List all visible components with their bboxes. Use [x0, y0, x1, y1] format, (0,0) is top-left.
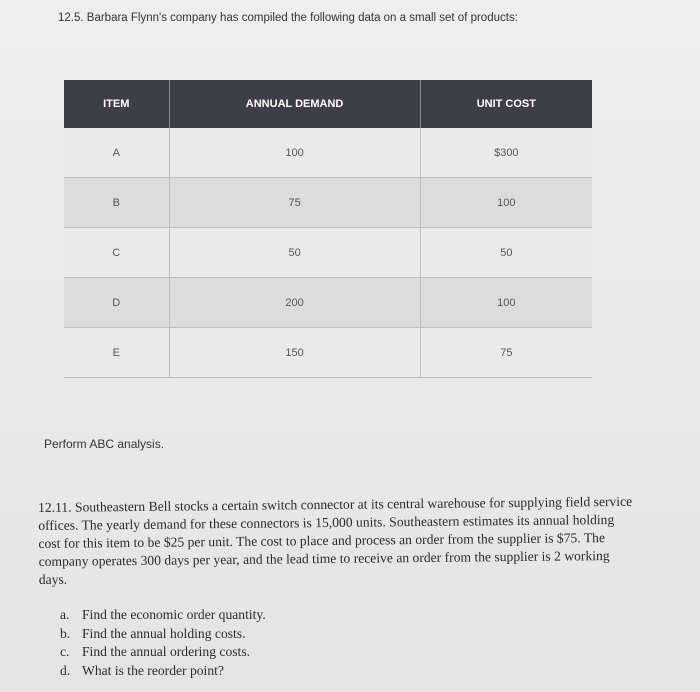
table-row [64, 228, 592, 278]
question-text: Find the economic order quantity. [82, 607, 266, 622]
cell-unit-cost: $300 [420, 128, 592, 178]
cell-unit-cost: 75 [420, 328, 592, 378]
table-row [64, 328, 592, 378]
table-row [64, 128, 592, 178]
table-row [64, 178, 592, 228]
cell-annual-demand: 50 [169, 228, 420, 278]
cell-item: A [64, 128, 169, 178]
problem-12-11-text: 12.11. Southeastern Bell stocks a certain switch connector at its central warehouse for supplying field service offices. The yearly demand for these connectors is 15,000 units. Southeastern estimates its annual holding cost for this item to be $25 per unit. The cost to place and process an order from the supplier is $75. The company operates 300 days per year, and the lead time to receive an order from the supplier is 2 working days. [38, 493, 633, 587]
cell-unit-cost: 100 [420, 178, 592, 228]
cell-item: C [64, 228, 169, 278]
list-item [60, 662, 266, 681]
question-text: Find the annual ordering costs. [82, 644, 251, 659]
question-letter: a. [60, 607, 70, 622]
question-list [60, 606, 266, 680]
cell-annual-demand: 200 [169, 278, 420, 328]
cell-item: E [64, 328, 169, 378]
cell-unit-cost: 50 [420, 228, 592, 278]
cell-annual-demand: 150 [169, 328, 420, 378]
table-header-row [64, 80, 592, 128]
question-letter: d. [60, 662, 71, 678]
question-letter: b. [60, 625, 71, 641]
table-row [64, 278, 592, 328]
header-unit-cost: UNIT COST [420, 80, 592, 128]
cell-item: B [64, 178, 169, 228]
cell-unit-cost: 100 [420, 278, 592, 328]
cell-item: D [64, 278, 169, 328]
question-letter: c. [60, 644, 70, 659]
cell-annual-demand: 100 [169, 128, 420, 178]
question-text: Find the annual holding costs. [82, 625, 246, 641]
product-data-table [64, 80, 592, 378]
abc-analysis-instruction: Perform ABC analysis. [44, 437, 165, 451]
list-item [60, 606, 266, 625]
problem-12-5-title: 12.5. Barbara Flynn's company has compiled the following data on a small set of products: [58, 12, 518, 24]
header-item: ITEM [64, 80, 169, 128]
list-item [60, 643, 266, 662]
question-text: What is the reorder point? [82, 662, 224, 678]
header-annual-demand: ANNUAL DEMAND [169, 80, 420, 128]
list-item [60, 625, 266, 644]
cell-annual-demand: 75 [169, 178, 420, 228]
